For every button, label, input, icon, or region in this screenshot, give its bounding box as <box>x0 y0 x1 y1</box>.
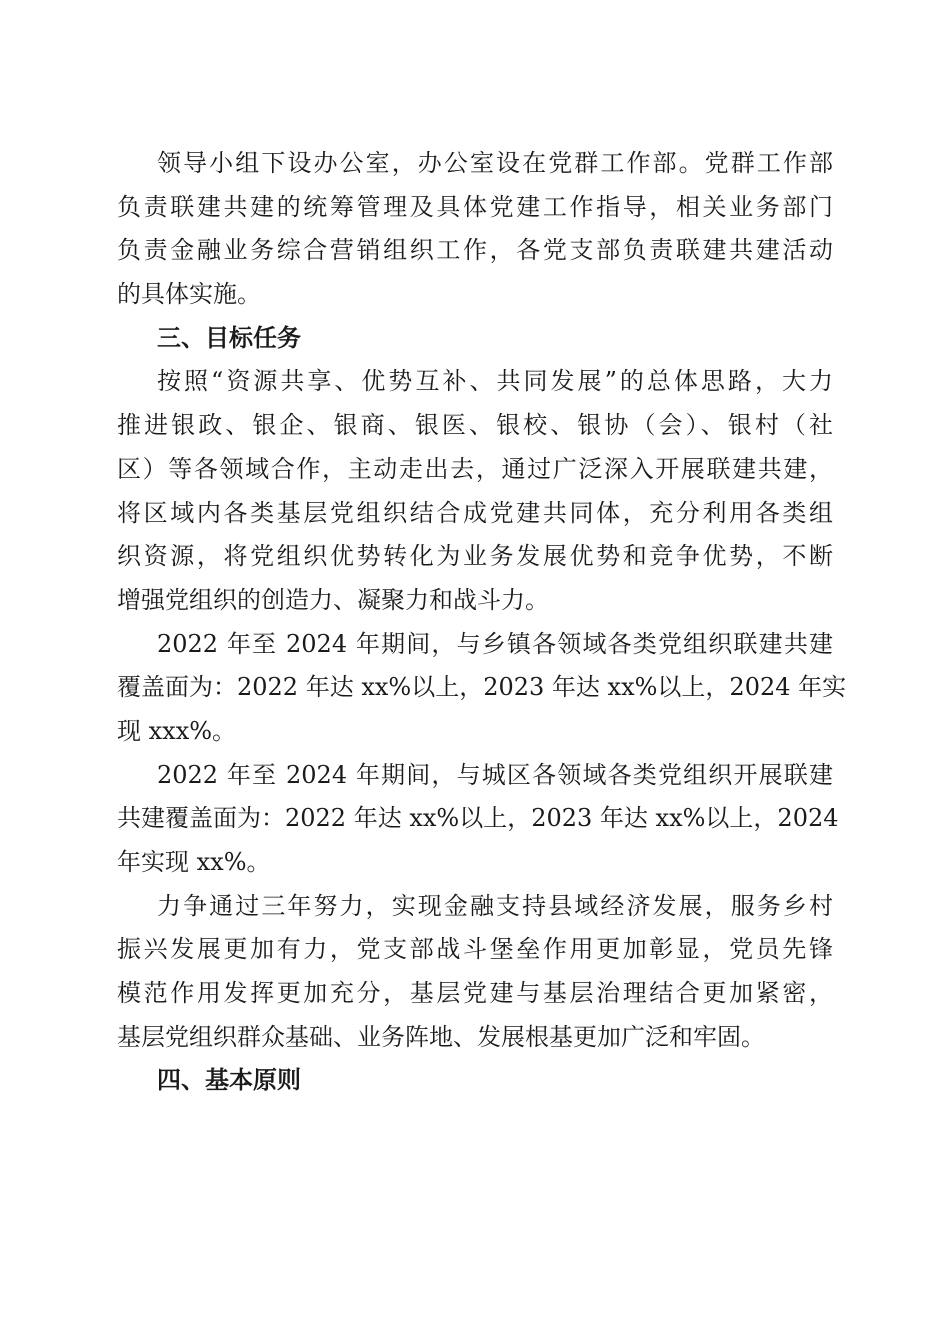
text-line: 推进银政、银企、银商、银医、银校、银协（会）、银村（社 <box>117 411 833 440</box>
text-line: 区）等各领域合作，主动走出去，通过广泛深入开展联建共建， <box>117 454 833 483</box>
text-line: 基层党组织群众基础、业务阵地、发展根基更加广泛和牢固。 <box>117 1022 765 1051</box>
text-line: 领导小组下设办公室，办公室设在党群工作部。党群工作部 <box>157 149 833 177</box>
text-line: 2022 年至 2024 年期间，与城区各领域各类党组织开展联建 <box>157 760 833 789</box>
text-line: 模范作用发挥更加充分，基层党建与基层治理结合更加紧密， <box>117 979 833 1008</box>
text-line: 按照“资源共享、优势互补、共同发展”的总体思路，大力 <box>157 367 833 396</box>
paragraph-goals-overview <box>117 360 833 622</box>
text-line: 负责金融业务综合营销组织工作，各党支部负责联建共建活动 <box>117 236 833 265</box>
paragraph-three-year-goal <box>117 885 833 1060</box>
text-line: 将区域内各类基层党组织结合成党建共同体，充分利用各类组 <box>117 498 833 527</box>
paragraph-urban-coverage <box>117 754 839 885</box>
text-line: 振兴发展更加有力，党支部战斗堡垒作用更加彰显，党员先锋 <box>117 935 833 964</box>
text-line: 织资源，将党组织优势转化为业务发展优势和竞争优势，不断 <box>117 542 833 571</box>
paragraph-office-setup <box>117 142 833 317</box>
text-line: 共建覆盖面为：2022 年达 xx%以上，2023 年达 xx%以上，2024 <box>117 804 839 833</box>
text-line: 的具体实施。 <box>117 280 261 309</box>
section-heading-principles: 四、基本原则 <box>157 1066 301 1095</box>
section-heading-goals: 三、目标任务 <box>157 323 301 352</box>
text-line: 现 xxx%。 <box>117 716 237 745</box>
text-line: 年实现 xx%。 <box>117 848 271 876</box>
document-body <box>117 142 847 1103</box>
text-line: 负责联建共建的统筹管理及具体党建工作指导，相关业务部门 <box>117 192 833 221</box>
text-line: 增强党组织的创造力、凝聚力和战斗力。 <box>117 585 549 614</box>
text-line: 2022 年至 2024 年期间，与乡镇各领域各类党组织联建共建 <box>157 629 833 658</box>
paragraph-township-coverage <box>117 623 847 754</box>
text-line: 覆盖面为：2022 年达 xx%以上，2023 年达 xx%以上，2024 年实 <box>117 673 847 702</box>
text-line: 力争通过三年努力，实现金融支持县域经济发展，服务乡村 <box>157 891 833 920</box>
